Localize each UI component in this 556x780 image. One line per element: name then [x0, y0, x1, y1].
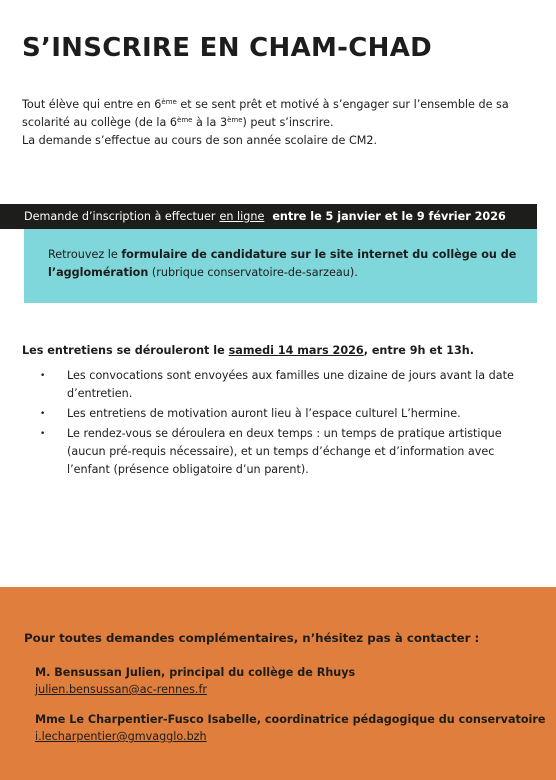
intro-text-a: Tout élève qui entre en 6 — [22, 98, 162, 111]
list-item-text: Le rendez-vous se déroulera en deux temps : un temps de pratique artistique (aucun pré-requis nécessaire), et un temps d’échange et d’information avec l’enfant (présence obligatoire d’un parent). — [67, 427, 502, 476]
contact-2-email[interactable]: i.lecharpentier@gmvagglo.bzh — [35, 730, 207, 743]
intro-sup-2: ème — [177, 116, 193, 124]
registration-banner — [0, 204, 537, 229]
page-title: S’INSCRIRE EN CHAM-CHAD — [22, 33, 433, 63]
list-item-text: Les convocations sont envoyées aux familles une dizaine de jours avant la date d’entretien. — [67, 369, 514, 400]
intro-paragraph-1 — [22, 96, 537, 132]
banner-dates: entre le 5 janvier et le 9 février 2026 — [272, 210, 506, 223]
list-item-text: Les entretiens de motivation auront lieu à l’espace culturel L’hermine. — [67, 407, 461, 420]
contact-footer — [0, 587, 556, 780]
info-text-a: Retrouvez le — [48, 248, 122, 261]
banner-text-a: Demande d’inscription à effectuer — [24, 210, 216, 223]
bullet: • — [40, 429, 46, 439]
list-item — [40, 405, 528, 423]
contact-heading: Pour toutes demandes complémentaires, n’hésitez pas à contacter : — [24, 631, 480, 645]
entretiens-date: samedi 14 mars 2026 — [228, 344, 364, 357]
entretiens-list — [40, 367, 528, 481]
contact-2-name: Mme Le Charpentier-Fusco Isabelle, coordinatrice pédagogique du conservatoire — [35, 713, 546, 726]
entretiens-text-a: Les entretiens se dérouleront le — [22, 344, 229, 357]
intro-paragraph-2: La demande s’effectue au cours de son année scolaire de CM2. — [22, 134, 378, 147]
online-link[interactable]: en ligne — [219, 210, 265, 223]
intro-text-b: et se sent prêt et motivé à s’engager sur l’ensemble de sa scolarité au collège (de la 6 — [22, 98, 509, 129]
bullet: • — [40, 371, 46, 381]
intro-text-c: à la 3 — [192, 116, 228, 129]
list-item — [40, 367, 528, 403]
intro-sup-3: ème — [227, 116, 243, 124]
intro-sup-1: ème — [161, 98, 177, 106]
contact-1-email[interactable]: julien.bensussan@ac-rennes.fr — [35, 683, 207, 696]
info-form-link: formulaire de candidature sur le site internet du collège ou de l’agglomération — [48, 248, 517, 279]
intro-text-d: ) peut s’inscrire. — [242, 116, 334, 129]
contact-2 — [35, 711, 545, 745]
contact-1 — [35, 664, 355, 698]
bullet: • — [40, 409, 46, 419]
intro-text — [22, 96, 537, 150]
entretiens-text-b: , entre 9h et 13h. — [363, 344, 475, 357]
info-box — [24, 229, 537, 303]
contact-1-name: M. Bensussan Julien, principal du collège de Rhuys — [35, 666, 356, 679]
entretiens-heading — [22, 344, 474, 357]
list-item — [40, 425, 528, 479]
info-text-b: (rubrique conservatoire-de-sarzeau). — [148, 266, 358, 279]
